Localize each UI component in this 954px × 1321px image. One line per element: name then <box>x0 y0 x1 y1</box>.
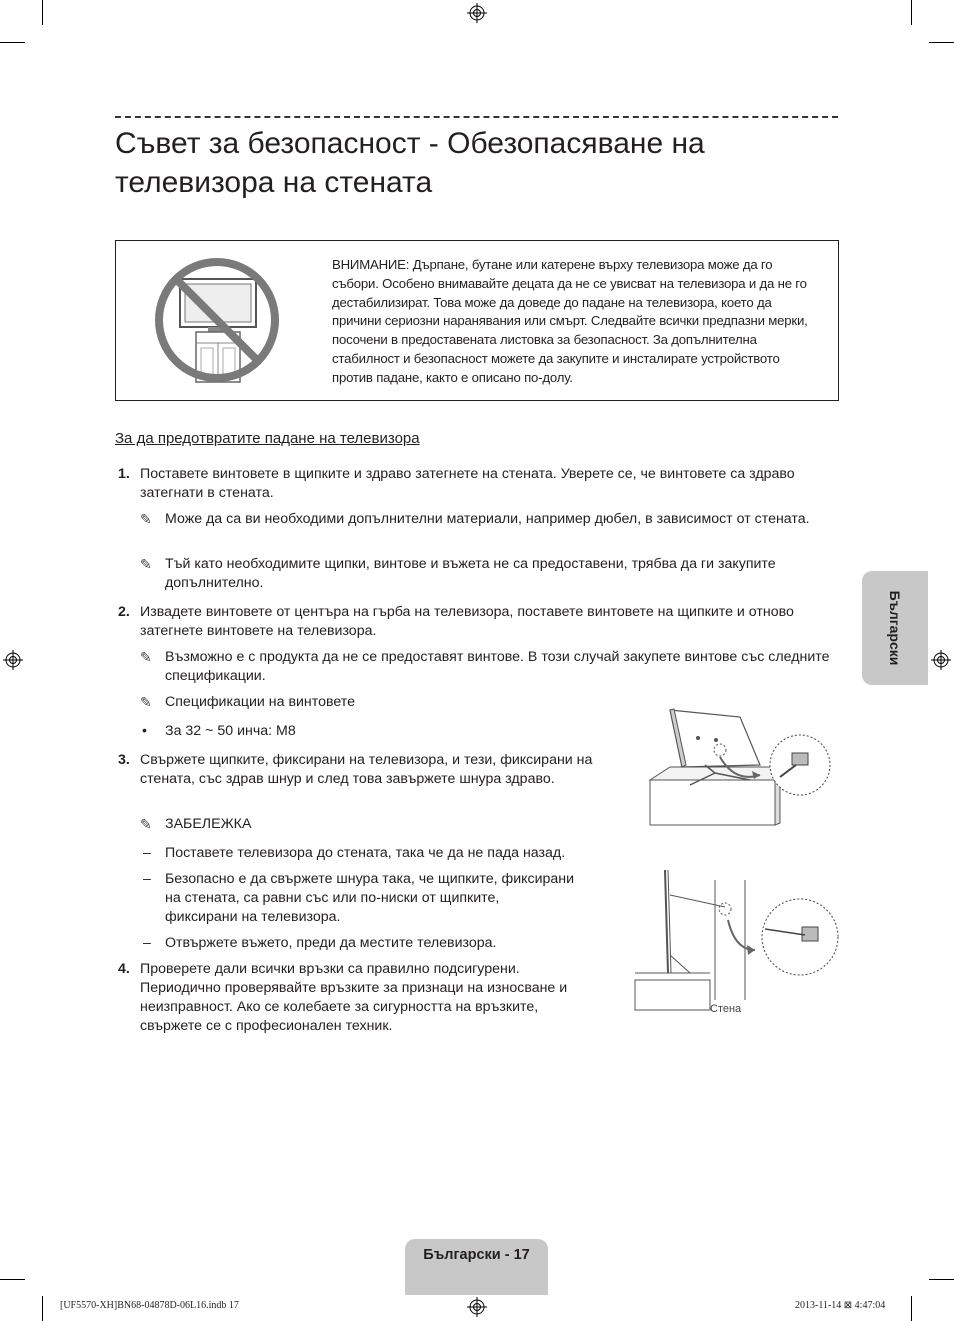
crop-mark <box>0 42 25 43</box>
crop-mark <box>929 1279 954 1280</box>
print-file-info: [UF5570-XH]BN68-04878D-06L16.indb 17 <box>60 1300 239 1311</box>
language-side-tab <box>862 571 928 685</box>
note-pencil-icon: ✎ <box>140 816 152 832</box>
registration-mark-icon <box>467 1297 487 1317</box>
step-note: Възможно е с продукта да не се предоставят винтове. В този случай закупете винтове със следните спецификации. <box>165 649 830 684</box>
dash-mark: – <box>143 845 151 861</box>
dash-item: Поставете телевизора до стената, така че да не пада назад. <box>165 845 566 861</box>
side-tab-label: Български <box>887 590 903 666</box>
registration-mark-icon <box>467 3 487 23</box>
tv-clip-illustration <box>620 705 835 845</box>
page-number: Български - 17 <box>423 1247 530 1263</box>
dash-item: Отвържете въжето, преди да местите телевизора. <box>165 935 497 951</box>
step-text: Извадете винтовете от центъра на гърба на телевизора, поставете винтовете на щипките и отново затегнете винтовете на телевизора. <box>140 604 794 639</box>
step-number: 1. <box>118 466 130 482</box>
crop-mark <box>929 42 954 43</box>
registration-mark-icon <box>3 650 23 670</box>
note-label: ЗАБЕЛЕЖКА <box>165 816 252 832</box>
note-pencil-icon: ✎ <box>140 694 152 710</box>
page-title: Съвет за безопасност - Обезопасяване на телевизора на стената <box>115 127 705 199</box>
step-text: Поставете винтовете в щипките и здраво затегнете на стената. Уверете се, че винтовете са здраво затегнати в стената. <box>140 466 795 501</box>
step-note: Тъй като необходимите щипки, винтове и въжета не са предоставени, трябва да ги закупите допълнително. <box>165 556 776 591</box>
no-climbing-tv-icon <box>152 255 282 385</box>
crop-mark <box>42 0 43 25</box>
crop-mark <box>42 1296 43 1321</box>
step-note: Може да са ви необходими допълнителни материали, например дюбел, в зависимост от стената. <box>165 511 810 527</box>
bullet-dot: • <box>142 723 147 739</box>
crop-mark <box>911 1296 912 1321</box>
warning-text: ВНИМАНИЕ: Дърпане, бутане или катерене върху телевизора може да го събори. Особено внимавайте децата да не се увисват на телевизора и да не го дестабилизират. Това може да доведе до падане на телевизора, което да причини сериозни наранявания или смърт. Следвайте всички предпазни мерки, посочени в предоставената листовка за безопасност. За допълнителна стабилност и безопасност можете да закупите и инсталирате устройството против падане, както е описано по-долу. <box>332 257 808 385</box>
step-text: Проверете дали всички връзки са правилно подсигурени. Периодично проверявайте връзките за признаци на износване и неизправност. Ако се колебаете за сигурността на връзките, свържете се с професионален техник. <box>140 961 568 1034</box>
step-text: Свържете щипките, фиксирани на телевизора, и тези, фиксирани на стената, със здрав шнур и след това завържете шнура здраво. <box>140 752 593 787</box>
wall-label: Стена <box>710 1003 742 1015</box>
registration-mark-icon <box>931 650 951 670</box>
title-divider <box>115 116 838 118</box>
page-number-tab <box>405 1239 548 1295</box>
step-note: Спецификации на винтовете <box>165 694 356 710</box>
note-pencil-icon: ✎ <box>140 649 152 665</box>
warning-box <box>115 240 839 401</box>
crop-mark <box>0 1279 25 1280</box>
section-heading: За да предотвратите падане на телевизора <box>115 430 420 447</box>
step-number: 4. <box>118 961 130 977</box>
dash-item: Безопасно е да свържете шнура така, че щипките, фиксирани на стената, са равни със или по-ниски от щипките, фиксирани на телевизора. <box>165 871 575 925</box>
dash-mark: – <box>143 871 151 887</box>
tv-wall-cord-illustration <box>630 865 840 1015</box>
step-number: 3. <box>118 752 130 768</box>
crop-mark <box>911 0 912 25</box>
print-datetime: 2013-11-14 ⊠ 4:47:04 <box>795 1300 886 1311</box>
note-pencil-icon: ✎ <box>140 511 152 527</box>
dash-mark: – <box>143 935 151 951</box>
bullet-item: За 32 ~ 50 инча: M8 <box>165 723 296 739</box>
note-pencil-icon: ✎ <box>140 556 152 572</box>
step-number: 2. <box>118 604 130 620</box>
